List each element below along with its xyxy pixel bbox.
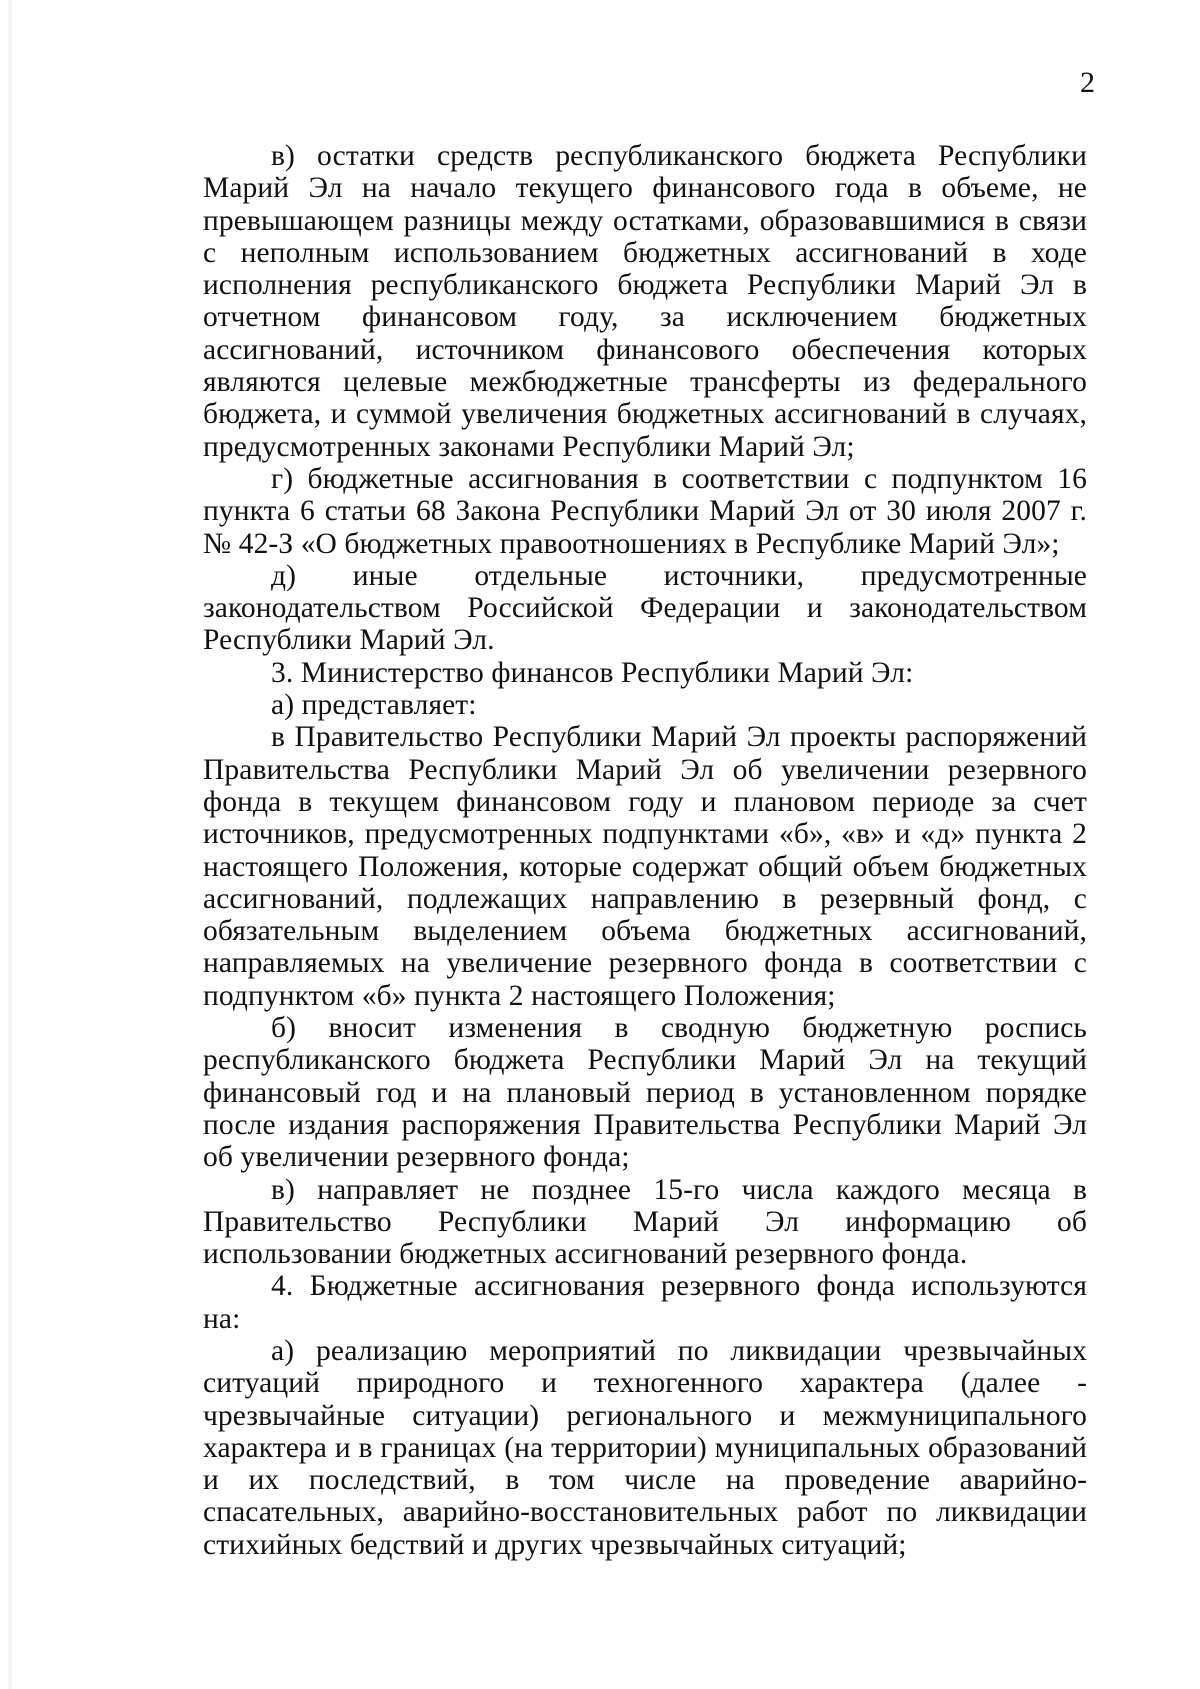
paragraph-subitem-v: в) направляет не позднее 15-го числа каждого месяца в Правительство Республики Марий Эл информацию об использовании бюджетных ассигнований резервного фонда. bbox=[203, 1173, 1087, 1271]
scan-edge bbox=[8, 0, 12, 1689]
paragraph-subitem-b: б) вносит изменения в сводную бюджетную роспись республиканского бюджета Республики Марий Эл на текущий финансовый год и на плановый период в установленном порядке после издания распоряжения Правительства Республики Марий Эл об увеличении резервного фонда; bbox=[203, 1012, 1087, 1174]
document-body bbox=[203, 140, 1087, 1561]
page-number: 2 bbox=[1080, 66, 1095, 99]
paragraph-item-v: в) остатки средств республиканского бюджета Республики Марий Эл на начало текущего финансового года в объеме, не превышающем разницы между остатками, образовавшимися в связи с неполным использованием бюджетных ассигнований в ходе исполнения республиканского бюджета Республики Марий Эл в отчетном финансовом году, за исключением бюджетных ассигнований, источником финансового обеспечения которых являются целевые межбюджетные трансферты из федерального бюджета, и суммой увеличения бюджетных ассигнований в случаях, предусмотренных законами Республики Марий Эл; bbox=[203, 140, 1087, 463]
paragraph-subitem-a: а) представляет: bbox=[271, 689, 477, 722]
paragraph-item-d: д) иные отдельные источники, предусмотренные законодательством Российской Федерации и законодательством Республики Марий Эл. bbox=[203, 559, 1087, 657]
paragraph-subitem-a-text: в Правительство Республики Марий Эл проекты распоряжений Правительства Республики Марий Эл об увеличении резервного фонда в текущем финансовом году и плановом периоде за счет источников, предусмотренных подпунктами «б», «в» и «д» пункта 2 настоящего Положения, которые содержат общий объем бюджетных ассигнований, подлежащих направлению в резервный фонд, с обязательным выделением объема бюджетных ассигнований, направляемых на увеличение резервного фонда в соответствии с подпунктом «б» пункта 2 настоящего Положения; bbox=[203, 721, 1087, 1012]
paragraph-section-4-a: а) реализацию мероприятий по ликвидации чрезвычайных ситуаций природного и техногенного характера (далее - чрезвычайные ситуации) регионального и межмуниципального характера и в границах (на территории) муниципальных образований и их последствий, в том числе на проведение аварийно-спасательных, аварийно-восстановительных работ по ликвидации стихийных бедствий и других чрезвычайных ситуаций; bbox=[203, 1334, 1087, 1561]
paragraph-item-g: г) бюджетные ассигнования в соответствии с подпунктом 16 пункта 6 статьи 68 Закона Республики Марий Эл от 30 июля 2007 г. № 42-З «О бюджетных правоотношениях в Республике Марий Эл»; bbox=[203, 462, 1087, 560]
paragraph-section-3: 3. Министерство финансов Республики Марий Эл: bbox=[271, 656, 914, 689]
paragraph-section-4: 4. Бюджетные ассигнования резервного фонда используются на: bbox=[203, 1270, 1087, 1335]
